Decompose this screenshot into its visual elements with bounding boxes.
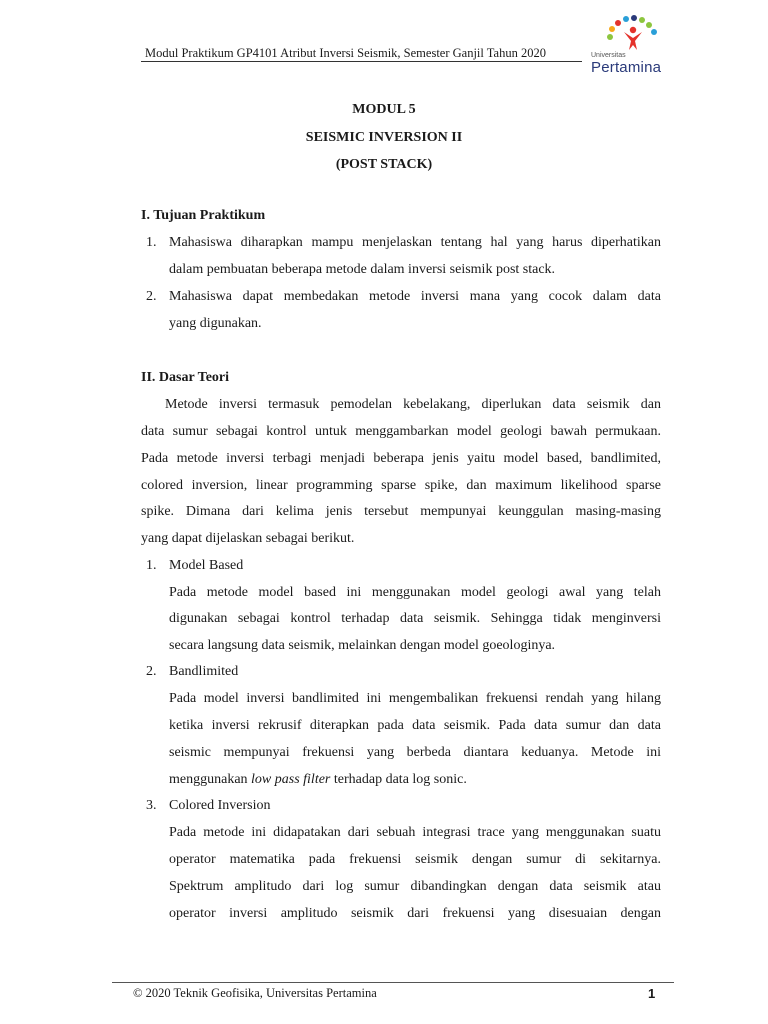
paragraph-line: Pada metode model based ini menggunakan model geologi awal yang telah <box>169 585 661 600</box>
paragraph-line: Spektrum amplitudo dari log sumur dibandingkan dengan data seismik atau <box>169 879 661 894</box>
paragraph-line: spike. Dimana dari kelima jenis tersebut mempunyai keunggulan masing-masing <box>141 504 661 519</box>
paragraph-line <box>169 772 467 788</box>
paragraph-line: ketika inversi rekrusif diterapkan pada data seismik. Pada data sumur dan data <box>169 718 661 733</box>
subsection-title: Colored Inversion <box>169 798 271 813</box>
header-divider <box>141 61 582 62</box>
paragraph-line: Pada model inversi bandlimited ini mengembalikan frekuensi rendah yang hilang <box>169 691 661 706</box>
logo-emblem-icon <box>588 14 678 54</box>
footer-divider <box>112 982 674 983</box>
module-title: SEISMIC INVERSION II <box>305 130 463 145</box>
paragraph-line: yang dapat dijelaskan sebagai berikut. <box>141 531 355 546</box>
paragraph-line: colored inversion, linear programming sparse spike, dan maximum likelihood sparse <box>141 478 661 493</box>
university-logo <box>588 14 678 76</box>
list-item-line: dalam pembuatan beberapa metode dalam inversi seismik post stack. <box>169 262 556 277</box>
list-item-line: Mahasiswa dapat membedakan metode inversi mana yang cocok dalam data <box>169 289 661 304</box>
paragraph-line: digunakan sebagai kontrol terhadap data seismik. Sehingga tidak menginversi <box>169 611 661 626</box>
paragraph-line: data sumur sebagai kontrol untuk menggambarkan model geologi bawah permukaan. <box>141 424 661 439</box>
logo-subtitle: Universitas <box>591 52 626 59</box>
list-number: 1. <box>146 235 157 250</box>
paragraph-line: operator matematika pada frekuensi seismik dengan sumur di sekitarnya. <box>169 852 661 867</box>
section-heading-objectives: I. Tujuan Praktikum <box>141 208 266 223</box>
paragraph-line: secara langsung data seismik, melainkan dengan model goeologinya. <box>169 638 556 653</box>
footer-copyright: © 2020 Teknik Geofisika, Universitas Pertamina <box>133 986 377 1000</box>
logo-title: Pertamina <box>591 59 662 76</box>
list-item-line: yang digunakan. <box>169 316 262 331</box>
running-header: Modul Praktikum GP4101 Atribut Inversi Seismik, Semester Ganjil Tahun 2020 <box>145 46 546 60</box>
module-subtitle: (POST STACK) <box>335 157 433 172</box>
emphasis-text: low pass filter <box>251 772 331 787</box>
module-number: MODUL 5 <box>352 102 416 117</box>
section-heading-theory: II. Dasar Teori <box>141 370 230 385</box>
list-number: 3. <box>146 798 157 813</box>
paragraph-line: Pada metode ini didapatakan dari sebuah integrasi trace yang menggunakan suatu <box>169 825 661 840</box>
subsection-title: Model Based <box>169 558 244 573</box>
page-number: 1 <box>648 986 656 1001</box>
list-item-line: Mahasiswa diharapkan mampu menjelaskan tentang hal yang harus diperhatikan <box>169 235 661 250</box>
paragraph-line: seismic mempunyai frekuensi yang berbeda diantara keduanya. Metode ini <box>169 745 661 760</box>
paragraph-line: Pada metode inversi terbagi menjadi beberapa jenis yaitu model based, bandlimited, <box>141 451 661 466</box>
paragraph-line: operator inversi amplitudo seismik dari frekuensi yang disesuaian dengan <box>169 906 661 921</box>
list-number: 2. <box>146 664 157 679</box>
subsection-title: Bandlimited <box>169 664 239 679</box>
list-number: 2. <box>146 289 157 304</box>
list-number: 1. <box>146 558 157 573</box>
text-run: menggunakan <box>169 772 252 787</box>
text-run: terhadap data log sonic. <box>330 772 467 787</box>
paragraph-line: Metode inversi termasuk pemodelan kebelakang, diperlukan data seismik dan <box>165 397 661 412</box>
